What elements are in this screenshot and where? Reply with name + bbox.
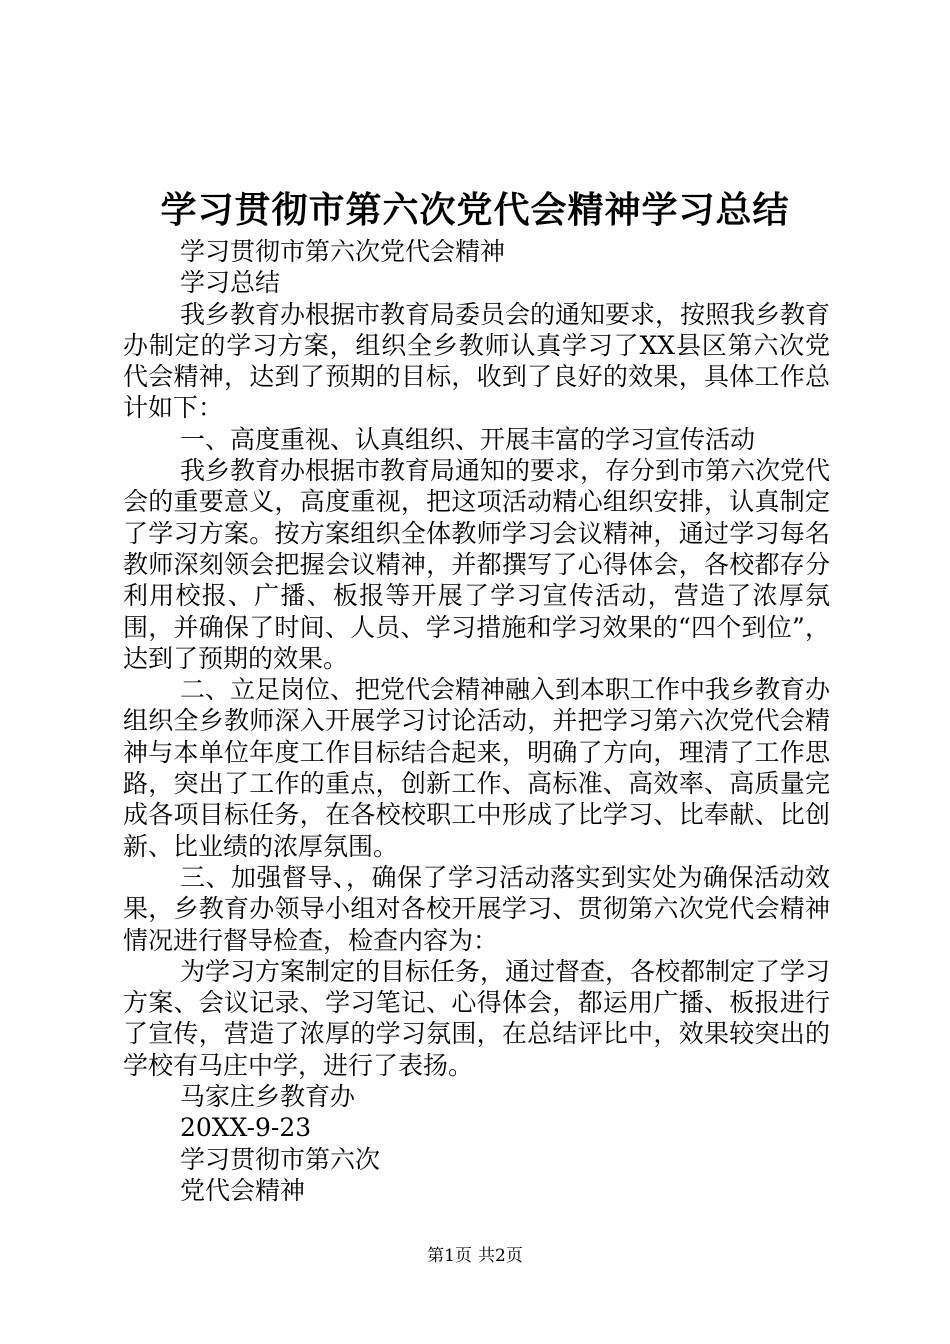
trailing-title-line-2: 党代会精神	[180, 1175, 306, 1205]
signature-date: 20XX-9-23	[180, 1113, 312, 1143]
paragraph-section-3: 三、加强督导、，确保了学习活动落实到实处为确保活动效果，乡教育办领导小组对各校开展学习、贯彻第六次党代会精神情况进行督导检查，检查内容为：	[123, 862, 830, 955]
page-number-current: 第1页	[427, 1246, 472, 1266]
paragraph-subtitle-line-1: 学习贯彻市第六次党代会精神	[180, 237, 506, 266]
paragraph-inspection-result: 为学习方案制定的目标任务，通过督查，各校都制定了学习方案、会议记录、学习笔记、心得体会，都运用广播、板报进行了宣传，营造了浓厚的学习氛围，在总结评比中，效果较突出的学校有马庄中学，进行了表扬。	[123, 956, 831, 1080]
section-heading-1: 一、高度重视、认真组织、开展丰富的学习宣传活动	[180, 424, 756, 454]
paragraph-section-2: 二、立足岗位、把党代会精神融入到本职工作中我乡教育办组织全乡教师深入开展学习讨论活动，并把学习第六次党代会精神与本单位年度工作目标结合起来，明确了方向，理清了工作思路，突出了工作的重点，创新工作、高标准、高效率、高质量完成各项目标任务，在各校校职工中形成了比学习、比奉献、比创新、比业绩的浓厚氛围。	[123, 675, 831, 861]
page-footer	[0, 1244, 950, 1268]
trailing-title-line-1: 学习贯彻市第六次	[180, 1144, 381, 1174]
document-title: 学习贯彻市第六次党代会精神学习总结	[160, 189, 790, 231]
paragraph-section-1: 我乡教育办根据市教育局通知的要求，存分到市第六次党代会的重要意义，高度重视，把这项活动精心组织安排，认真制定了学习方案。按方案组织全体教师学习会议精神，通过学习每名教师深刻领会把握会议精神，并都撰写了心得体会，各校都存分利用校报、广播、板报等开展了学习宣传活动，营造了浓厚氛围，并确保了时间、人员、学习措施和学习效果的“四个到位”，达到了预期的效果。	[123, 456, 831, 673]
document-body	[123, 236, 830, 1206]
paragraph-subtitle-line-2: 学习总结	[180, 268, 281, 298]
paragraph-intro: 我乡教育办根据市教育局委员会的通知要求，按照我乡教育办制定的学习方案，组织全乡教师认真学习了XX县区第六次党代会精神，达到了预期的目标，收到了良好的效果，具体工作总计如下：	[123, 299, 831, 423]
signature-organization: 马家庄乡教育办	[180, 1082, 356, 1112]
page-number-total: 共2页	[478, 1246, 523, 1266]
